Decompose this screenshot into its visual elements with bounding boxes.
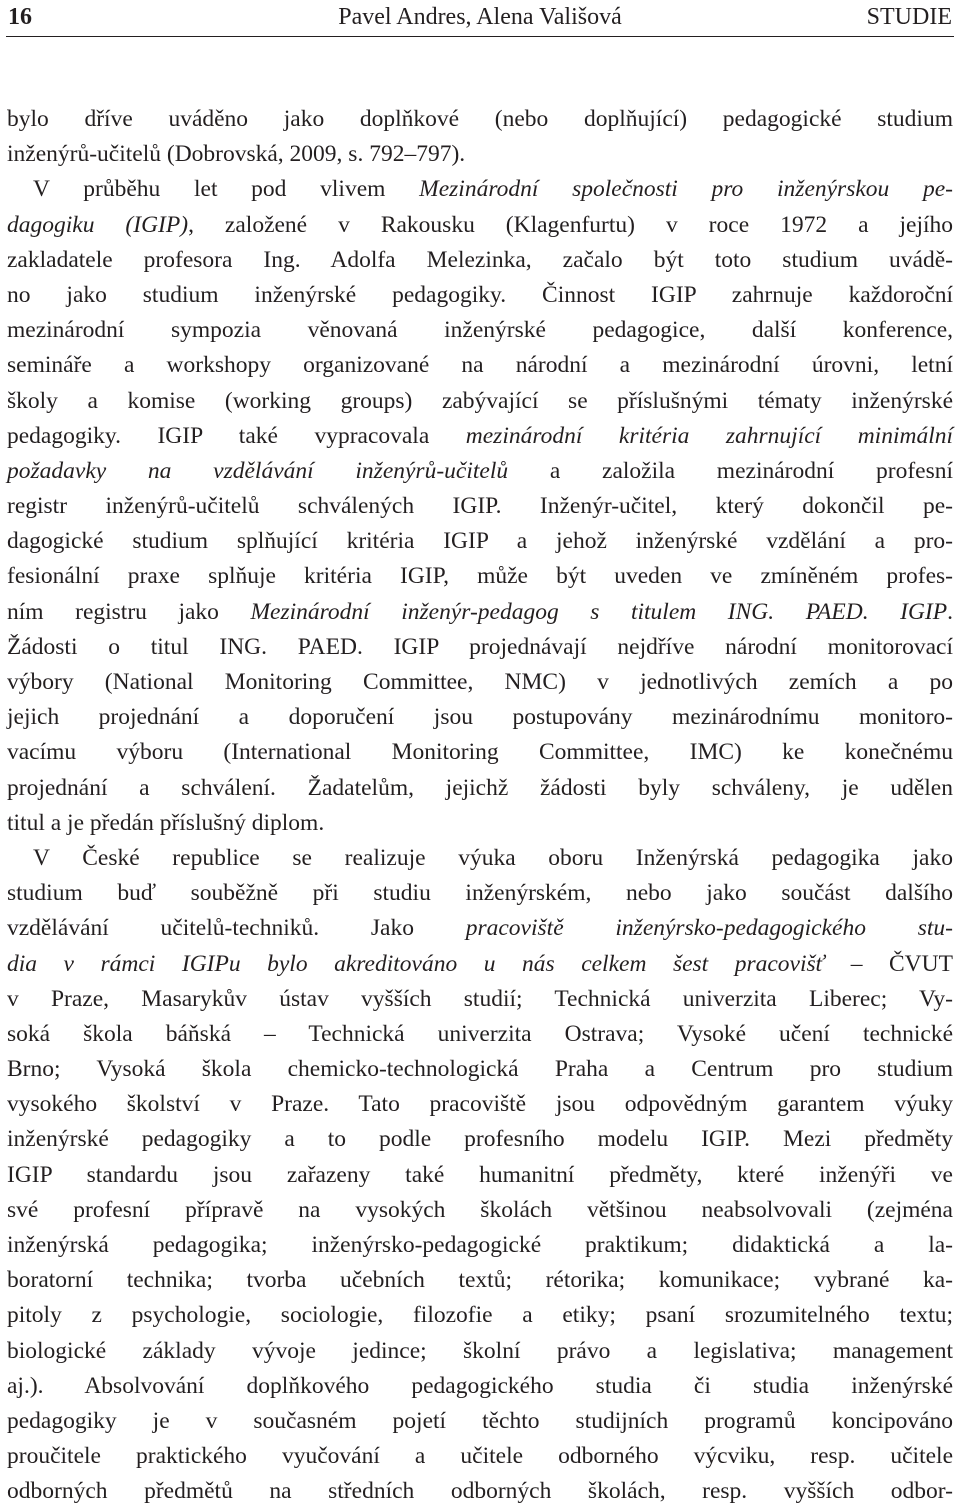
- text-run-italic: Mezinárodní inženýr-pedagog s titulem ING. PAED. IGIP: [250, 598, 948, 625]
- text-line: pitoly z psychologie, sociologie, filozofie a etiky; psaní srozumitelného textu;: [7, 1302, 953, 1329]
- text-run: ním registru jako: [7, 598, 251, 625]
- text-line: soká škola báňská – Technická univerzita Ostrava; Vysoké učení technické: [7, 1020, 953, 1047]
- text-line: odborných předmětů na středních odborných školách, resp. vyšších odbor-: [7, 1478, 953, 1505]
- text-line: aj.). Absolvování doplňkového pedagogického studia či studia inženýrské: [7, 1372, 953, 1399]
- text-line: inženýrské pedagogiky a to podle profesního modelu IGIP. Mezi předměty: [7, 1126, 953, 1153]
- body-text: [7, 102, 953, 1510]
- text-run: – ČVUT: [824, 950, 953, 977]
- text-line: bylo dříve uváděno jako doplňkové (nebo doplňující) pedagogické studium: [7, 106, 953, 132]
- text-run: , založené v Rakousku (Klagenfurtu) v roce 1972 a jejího: [188, 211, 954, 238]
- text-line: IGIP standardu jsou zařazeny také humanitní předměty, které inženýři ve: [7, 1161, 953, 1188]
- text-line: inženýrů-učitelů (Dobrovská, 2009, s. 792–797).: [7, 141, 466, 168]
- text-run: pedagogiky. IGIP také vypracovala: [7, 422, 466, 449]
- text-run-italic: požadavky na vzdělávání inženýrů-učitelů: [7, 457, 509, 484]
- text-line: zakladatele profesora Ing. Adolfa Melezinka, začalo být toto studium uvádě-: [7, 246, 953, 273]
- text-run: vzdělávání učitelů-techniků. Jako: [7, 915, 466, 942]
- text-line: [7, 172, 953, 207]
- text-line: [7, 595, 953, 630]
- text-line: vysokého školství v Praze. Tato pracoviště jsou odpovědným garantem výuky: [7, 1091, 953, 1118]
- text-run-italic: Mezinárodní společnosti pro inženýrskou pe-: [419, 176, 954, 203]
- text-line: proučitele praktického vyučování a učitele odborného výcviku, resp. učitele: [7, 1443, 953, 1470]
- text-line: Žádosti o titul ING. PAED. IGIP projednávají nejdříve národní monitorovací: [7, 633, 953, 660]
- running-header: [6, 0, 954, 37]
- text-line: boratorní technika; tvorba učebních textů; rétorika; komunikace; vybrané ka-: [7, 1267, 953, 1294]
- text-line: v Praze, Masarykův ústav vyšších studií; Technická univerzita Liberec; Vy-: [7, 985, 953, 1012]
- text-line: fesionální praxe splňuje kritéria IGIP, může být uveden ve zmíněném profes-: [7, 563, 953, 590]
- header-authors: Pavel Andres, Alena Vališová: [338, 4, 622, 30]
- text-line: [7, 208, 953, 243]
- text-line: registr inženýrů-učitelů schválených IGIP. Inženýr-učitel, který dokončil pe-: [7, 493, 953, 520]
- text-line: školy a komise (working groups) zabývající se příslušnými tématy inženýrské: [7, 387, 953, 414]
- text-line: no jako studium inženýrské pedagogiky. Činnost IGIP zahrnuje každoroční: [7, 281, 953, 308]
- header-section: STUDIE: [866, 4, 952, 30]
- text-line: [7, 419, 953, 454]
- text-line: své profesní přípravě na vysokých školách většinou neabsolvovali (zejména: [7, 1196, 953, 1223]
- text-line: semináře a workshopy organizované na národní a mezinárodní úrovni, letní: [7, 352, 953, 379]
- text-line: V České republice se realizuje výuka oboru Inženýrská pedagogika jako: [33, 844, 953, 871]
- text-line: Brno; Vysoká škola chemicko-technologická Praha a Centrum pro studium: [7, 1056, 953, 1083]
- text-run-italic: mezinárodní kritéria zahrnující minimální: [465, 422, 954, 449]
- text-line: inženýrská pedagogika; inženýrsko-pedagogické praktikum; didaktická a la-: [7, 1232, 953, 1258]
- text-line: projednání a schválení. Žadatelům, jejichž žádosti byly schváleny, je udělen: [7, 774, 953, 801]
- text-line: vacímu výboru (International Monitoring Committee, IMC) ke konečnému: [7, 739, 953, 766]
- text-line: mezinárodní sympozia věnovaná inženýrské pedagogice, další konference,: [7, 317, 953, 344]
- text-run-italic: dia v rámci IGIPu bylo akreditováno u nás celkem šest pracovišť: [7, 950, 825, 977]
- text-run: .: [947, 598, 953, 625]
- text-line: dagogické studium splňující kritéria IGIP a jehož inženýrské vzdělání a pro-: [7, 528, 953, 555]
- page-number: 16: [8, 4, 32, 30]
- text-line: studium buď souběžně při studiu inženýrském, nebo jako součást dalšího: [7, 880, 953, 907]
- text-run: a založila mezinárodní profesní: [508, 457, 954, 484]
- text-run-italic: dagogiku (IGIP): [7, 211, 189, 238]
- text-run-italic: pracoviště inženýrsko-pedagogického stu-: [465, 915, 953, 942]
- text-run: V průběhu let pod vlivem: [33, 176, 420, 203]
- text-line: biologické základy vývoje jedince; školní právo a legislativa; management: [7, 1337, 953, 1364]
- text-line: výbory (National Monitoring Committee, NMC) v jednotlivých zemích a po: [7, 669, 953, 695]
- text-line: pedagogiky je v současném pojetí těchto studijních programů koncipováno: [7, 1407, 953, 1434]
- text-line: jejich projednání a doporučení jsou postupovány mezinárodnímu monitoro-: [7, 704, 953, 731]
- text-line: [7, 911, 953, 946]
- text-line: [7, 454, 953, 489]
- text-line: titul a je předán příslušný diplom.: [7, 809, 325, 836]
- text-line: [7, 947, 953, 982]
